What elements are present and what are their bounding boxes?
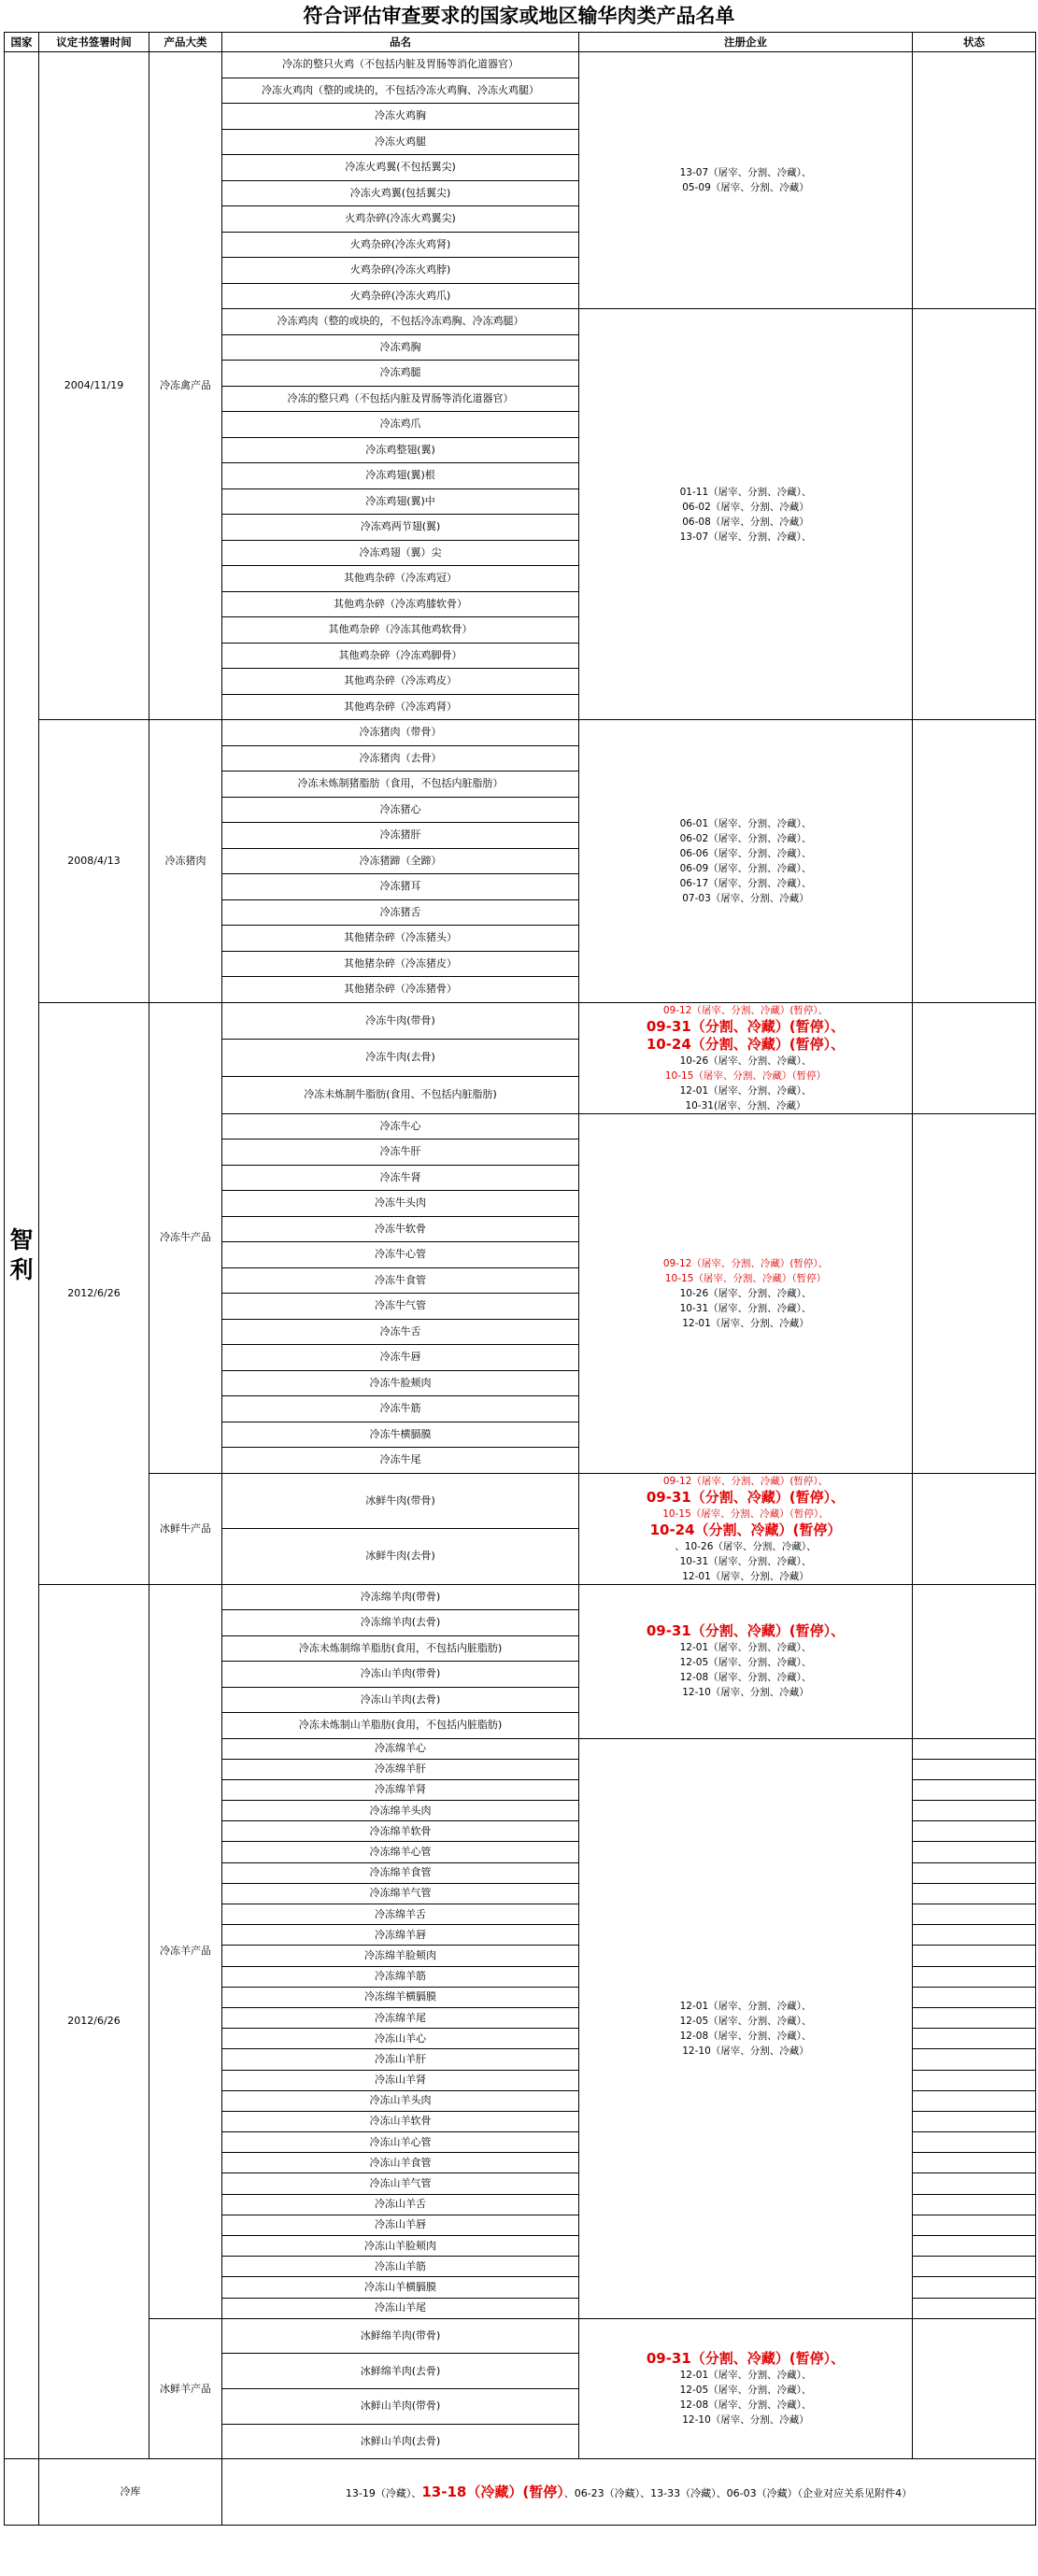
- enterprise-entry: 12-01（屠宰、分割、冷藏）、: [679, 2370, 812, 2382]
- header-status: 状态: [913, 33, 1036, 52]
- status-cell: [913, 1113, 1036, 1473]
- status-cell: [913, 2153, 1036, 2173]
- product-name-cell: 其他猪杂碎（冷冻猪皮）: [222, 951, 579, 977]
- status-cell: [913, 1801, 1036, 1821]
- status-cell: [913, 2007, 1036, 2028]
- product-name-cell: 冷冻猪肝: [222, 823, 579, 849]
- product-name-cell: 冷冻牛头肉: [222, 1191, 579, 1217]
- enterprise-cell-beef_meat: [579, 1002, 913, 1113]
- status-cell: [913, 720, 1036, 1003]
- product-name-cell: 冷冻猪蹄（全蹄）: [222, 848, 579, 874]
- enterprise-entry: 06-02（屠宰、分割、冷藏）: [682, 501, 809, 513]
- product-name-cell: 冷冻猪肉（带骨）: [222, 720, 579, 746]
- enterprise-cell-pork: [579, 720, 913, 1003]
- enterprise-entry: 、10-26（屠宰、分割、冷藏）、: [675, 1540, 817, 1552]
- enterprise-entry: 09-12（屠宰、分割、冷藏）(暂停）、: [662, 1004, 829, 1016]
- product-name-cell: 冷冻绵羊尾: [222, 2007, 579, 2028]
- product-name-cell: 冷冻的整只鸡（不包括内脏及胃肠等消化道器官）: [222, 386, 579, 412]
- enterprise-entry: 12-10（屠宰、分割、冷藏）: [682, 2045, 809, 2057]
- product-name-cell: 其他猪杂碎（冷冻猪头）: [222, 926, 579, 952]
- enterprise-entry: 09-12（屠宰、分割、冷藏）(暂停）、: [662, 1257, 829, 1269]
- enterprise-entry: 12-01（屠宰、分割、冷藏）、: [679, 2000, 812, 2012]
- product-name-cell: 冷冻牛肾: [222, 1165, 579, 1191]
- status-cell: [913, 1759, 1036, 1779]
- enterprise-entry: 10-31（屠宰、分割、冷藏）、: [679, 1302, 812, 1314]
- product-name-cell: 冷冻山羊肉(带骨): [222, 1662, 579, 1688]
- product-name-cell: 火鸡杂碎(冷冻火鸡脖): [222, 258, 579, 284]
- status-cell: [913, 2049, 1036, 2070]
- enterprise-entry: 12-01（屠宰、分割、冷藏）: [682, 1317, 809, 1329]
- enterprise-entry: 09-31（分割、冷藏）(暂停）、: [646, 1488, 846, 1506]
- product-name-cell: 冷冻鸡肉（整的或块的，不包括冷冻鸡胸、冷冻鸡腿）: [222, 309, 579, 335]
- product-name-cell: 冷冻绵羊肾: [222, 1779, 579, 1800]
- product-name-cell: 其他鸡杂碎（冷冻鸡皮）: [222, 669, 579, 695]
- enterprise-entry: 06-08（屠宰、分割、冷藏）: [682, 516, 809, 528]
- product-name-cell: 冷冻牛食管: [222, 1267, 579, 1294]
- product-name-cell: 冷冻绵羊筋: [222, 1966, 579, 1987]
- enterprise-entry: 10-15（屠宰、分割、冷藏）（暂停）、: [662, 1507, 829, 1520]
- status-cell: [913, 309, 1036, 720]
- product-name-cell: 冷冻山羊肝: [222, 2049, 579, 2070]
- product-name-cell: 冷冻牛脸颊肉: [222, 1370, 579, 1396]
- product-name-cell: 冷冻绵羊软骨: [222, 1821, 579, 1842]
- enterprise-entry: 05-09（屠宰、分割、冷藏）: [682, 182, 809, 193]
- enterprise-entry: 12-01（屠宰、分割、冷藏）: [682, 1570, 809, 1582]
- status-cell: [913, 2215, 1036, 2235]
- product-name-cell: 冷冻山羊气管: [222, 2173, 579, 2194]
- product-name-cell: 其他鸡杂碎（冷冻其他鸡软骨）: [222, 617, 579, 644]
- product-name-cell: 冷冻山羊头肉: [222, 2090, 579, 2111]
- product-name-cell: 冰鲜绵羊肉(带骨): [222, 2318, 579, 2354]
- enterprise-entry: 09-12（屠宰、分割、冷藏）(暂停）、: [662, 1475, 829, 1487]
- status-cell: [913, 1966, 1036, 1987]
- enterprise-entry: 09-31（分割、冷藏）(暂停）、: [646, 1622, 846, 1639]
- product-name-cell: 冷冻牛肉(带骨): [222, 1002, 579, 1040]
- country-cell-empty: [5, 2459, 39, 2526]
- product-name-cell: 冷冻的整只火鸡（不包括内脏及胃肠等消化道器官）: [222, 52, 579, 78]
- enterprise-entry: 06-09（屠宰、分割、冷藏）、: [679, 862, 812, 874]
- enterprise-entry: 10-15（屠宰、分割、冷藏）（暂停）: [664, 1069, 827, 1082]
- header-row: [5, 33, 1036, 52]
- enterprise-entry: 12-08（屠宰、分割、冷藏）、: [679, 1672, 812, 1683]
- enterprise-entry: 10-24（分割、冷藏）(暂停）、: [646, 1035, 846, 1053]
- enterprise-entry: 07-03（屠宰、分割、冷藏）: [682, 892, 809, 904]
- product-name-cell: 冷冻鸡整翅(翼): [222, 437, 579, 463]
- product-name-cell: 其他鸡杂碎（冷冻鸡冠）: [222, 566, 579, 592]
- enterprise-entry: 10-24（分割、冷藏）(暂停）: [649, 1521, 842, 1538]
- product-name-cell: 冷冻鸡两节翅(翼): [222, 515, 579, 541]
- enterprise-entry: 10-31（屠宰、分割、冷藏）、: [679, 1555, 812, 1567]
- product-name-cell: 冷冻未炼制山羊脂肪(食用，不包括内脏脂肪): [222, 1713, 579, 1739]
- status-cell: [913, 2132, 1036, 2153]
- table-row: [5, 52, 1036, 78]
- product-name-cell: 冷冻绵羊横膈膜: [222, 1987, 579, 2007]
- enterprise-entry: 09-31（分割、冷藏）(暂停）、: [646, 1017, 846, 1035]
- product-name-cell: 冷冻绵羊脸颊肉: [222, 1946, 579, 1966]
- product-name-cell: 冷冻山羊肾: [222, 2070, 579, 2090]
- product-name-cell: 冰鲜牛肉(带骨): [222, 1473, 579, 1529]
- cold-storage-row: [5, 2459, 1036, 2526]
- product-name-cell: 冷冻绵羊肉(带骨): [222, 1584, 579, 1610]
- enterprise-cell-mutton_offal: [579, 1738, 913, 2318]
- status-cell: [913, 1904, 1036, 1925]
- enterprise-cell-chilled_beef: [579, 1473, 913, 1584]
- category-cell: 冰鲜羊产品: [149, 2318, 222, 2459]
- enterprise-entry: 06-17（屠宰、分割、冷藏）、: [679, 877, 812, 889]
- enterprise-entry: 01-11（屠宰、分割、冷藏）、: [679, 486, 812, 498]
- status-cell: [913, 1946, 1036, 1966]
- enterprise-cell-mutton_meat: [579, 1584, 913, 1738]
- product-name-cell: 冰鲜牛肉(去骨): [222, 1529, 579, 1585]
- product-name-cell: 冷冻绵羊舌: [222, 1904, 579, 1925]
- product-name-cell: 冷冻山羊肉(去骨): [222, 1687, 579, 1713]
- product-name-cell: 冷冻鸡翅（翼）尖: [222, 540, 579, 566]
- status-cell: [913, 2236, 1036, 2257]
- product-name-cell: 冷冻山羊横膈膜: [222, 2277, 579, 2298]
- status-cell: [913, 2029, 1036, 2049]
- enterprise-entry: 10-26（屠宰、分割、冷藏）、: [679, 1054, 812, 1067]
- product-name-cell: 冷冻牛肉(去骨): [222, 1040, 579, 1077]
- enterprise-entry: 12-05（屠宰、分割、冷藏）、: [679, 2385, 812, 2397]
- product-name-cell: 冷冻牛气管: [222, 1294, 579, 1320]
- product-name-cell: 冷冻牛舌: [222, 1319, 579, 1345]
- product-name-cell: 冰鲜山羊肉(带骨): [222, 2389, 579, 2425]
- product-name-cell: 冷冻牛肝: [222, 1139, 579, 1166]
- product-name-cell: 冷冻未炼制猪脂肪（食用，不包括内脏脂肪）: [222, 771, 579, 798]
- table-row: [5, 1002, 1036, 1040]
- table-row: [5, 1584, 1036, 1610]
- product-name-cell: 冷冻火鸡腿: [222, 129, 579, 155]
- enterprise-entry: 13-07（屠宰、分割、冷藏）、: [679, 531, 812, 543]
- product-name-cell: 火鸡杂碎(冷冻火鸡翼尖): [222, 206, 579, 233]
- product-name-cell: 冷冻火鸡肉（整的或块的，不包括冷冻火鸡胸、冷冻火鸡腿）: [222, 78, 579, 104]
- enterprise-entry: 13-07（屠宰、分割、冷藏）、: [679, 167, 812, 178]
- product-name-cell: 冷冻牛唇: [222, 1345, 579, 1371]
- header-product: 品名: [222, 33, 579, 52]
- category-cell: 冷冻禽产品: [149, 52, 222, 720]
- status-cell: [913, 2173, 1036, 2194]
- header-country: 国家: [5, 33, 39, 52]
- enterprise-entry: 06-02（屠宰、分割、冷藏）、: [679, 832, 812, 844]
- product-name-cell: 冷冻鸡翅(翼)中: [222, 488, 579, 515]
- product-name-cell: 冷冻鸡爪: [222, 412, 579, 438]
- product-name-cell: 冷冻绵羊心: [222, 1738, 579, 1759]
- enterprise-cell-beef_offal: [579, 1113, 913, 1473]
- status-cell: [913, 2257, 1036, 2277]
- product-name-cell: 冷冻山羊尾: [222, 2298, 579, 2318]
- status-cell: [913, 1842, 1036, 1862]
- product-name-cell: 冷冻山羊食管: [222, 2153, 579, 2173]
- product-name-cell: 冷冻猪耳: [222, 874, 579, 900]
- enterprise-entry: 10-26（屠宰、分割、冷藏）、: [679, 1287, 812, 1299]
- enterprise-entry: 06-01（屠宰、分割、冷藏）、: [679, 817, 812, 829]
- cold-storage-entry: 、06-23（冷藏）、13-33（冷藏）、06-03（冷藏）（企业对应关系见附件4）: [563, 2486, 913, 2499]
- category-cell: 冷冻羊产品: [149, 1584, 222, 2318]
- status-cell: [913, 1473, 1036, 1584]
- product-name-cell: 冷冻绵羊肝: [222, 1759, 579, 1779]
- product-name-cell: 冷冻牛横膈膜: [222, 1422, 579, 1448]
- product-name-cell: 冷冻猪舌: [222, 899, 579, 926]
- product-name-cell: 冷冻未炼制绵羊脂肪(食用，不包括内脏脂肪): [222, 1635, 579, 1662]
- category-cell: 冷冻猪肉: [149, 720, 222, 1003]
- header-category: 产品大类: [149, 33, 222, 52]
- cold-storage-entry: 13-18（冷藏）(暂停）: [421, 2483, 564, 2500]
- product-name-cell: 火鸡杂碎(冷冻火鸡爪): [222, 283, 579, 309]
- product-name-cell: 其他猪杂碎（冷冻猪骨）: [222, 977, 579, 1003]
- status-cell: [913, 1002, 1036, 1113]
- product-name-cell: 冷冻绵羊心管: [222, 1842, 579, 1862]
- enterprise-entry: 12-08（屠宰、分割、冷藏）、: [679, 2399, 812, 2412]
- status-cell: [913, 2298, 1036, 2318]
- product-name-cell: 冷冻山羊脸颊肉: [222, 2236, 579, 2257]
- table-body: [5, 33, 1036, 2526]
- status-cell: [913, 52, 1036, 309]
- product-name-cell: 冷冻绵羊唇: [222, 1925, 579, 1946]
- product-name-cell: 冷冻火鸡翼(包括翼尖): [222, 180, 579, 206]
- product-name-cell: 冰鲜山羊肉(去骨): [222, 2424, 579, 2459]
- enterprise-entry: 12-01（屠宰、分割、冷藏）、: [679, 1084, 812, 1097]
- product-name-cell: 其他鸡杂碎（冷冻鸡脚骨）: [222, 643, 579, 669]
- enterprise-entry: 12-05（屠宰、分割、冷藏）、: [679, 1657, 812, 1668]
- status-cell: [913, 2318, 1036, 2459]
- product-name-cell: 冷冻绵羊气管: [222, 1883, 579, 1904]
- product-name-cell: 火鸡杂碎(冷冻火鸡肾): [222, 232, 579, 258]
- product-name-cell: 冷冻牛筋: [222, 1396, 579, 1422]
- header-enterprise: 注册企业: [579, 33, 913, 52]
- product-name-cell: 冷冻牛软骨: [222, 1216, 579, 1242]
- status-cell: [913, 1738, 1036, 1759]
- enterprise-entry: 12-10（屠宰、分割、冷藏）: [682, 2414, 809, 2427]
- enterprise-cell-turkey: [579, 52, 913, 309]
- status-cell: [913, 1987, 1036, 2007]
- cold-storage-entry: 13-19（冷藏）、: [345, 2486, 422, 2499]
- enterprise-entry: 06-06（屠宰、分割、冷藏）、: [679, 847, 812, 859]
- product-name-cell: 冷冻牛心: [222, 1113, 579, 1139]
- product-name-cell: 冷冻山羊筋: [222, 2257, 579, 2277]
- cold-storage-enterprises: [222, 2459, 1036, 2526]
- enterprise-cell-chicken: [579, 309, 913, 720]
- product-name-cell: 冷冻牛尾: [222, 1448, 579, 1474]
- status-cell: [913, 2194, 1036, 2215]
- product-name-cell: 冷冻火鸡胸: [222, 104, 579, 130]
- date-cell: 2008/4/13: [39, 720, 149, 1003]
- date-cell: 2012/6/26: [39, 1002, 149, 1584]
- category-cell: 冷冻牛产品: [149, 1002, 222, 1473]
- status-cell: [913, 2111, 1036, 2131]
- status-cell: [913, 1584, 1036, 1738]
- table-row: [5, 2318, 1036, 2354]
- product-name-cell: 其他鸡杂碎（冷冻鸡肾）: [222, 694, 579, 720]
- product-name-cell: 其他鸡杂碎（冷冻鸡膝软骨）: [222, 591, 579, 617]
- enterprise-entry: 12-10（屠宰、分割、冷藏）: [682, 1687, 809, 1698]
- table-row: [5, 720, 1036, 746]
- product-name-cell: 冷冻鸡翅(翼)根: [222, 463, 579, 489]
- product-name-cell: 冷冻火鸡翼(不包括翼尖): [222, 155, 579, 181]
- category-cell: 冰鲜牛产品: [149, 1473, 222, 1584]
- product-name-cell: 冷冻绵羊头肉: [222, 1801, 579, 1821]
- date-cell: 2012/6/26: [39, 1584, 149, 2459]
- status-cell: [913, 2070, 1036, 2090]
- product-name-cell: 冷冻绵羊肉(去骨): [222, 1610, 579, 1636]
- enterprise-cell-chilled_mutton: [579, 2318, 913, 2459]
- enterprise-entry: 10-15（屠宰、分割、冷藏）（暂停）: [664, 1272, 827, 1284]
- date-cell: 2004/11/19: [39, 52, 149, 720]
- page-title: 符合评估审查要求的国家或地区输华肉类产品名单: [303, 4, 735, 27]
- header-date: 议定书签署时间: [39, 33, 149, 52]
- cold-storage-label: 冷库: [39, 2459, 222, 2526]
- product-name-cell: 冷冻未炼制牛脂肪(食用、不包括内脏脂肪): [222, 1076, 579, 1113]
- enterprise-entry: 10-31(屠宰、分割、冷藏）: [685, 1099, 806, 1111]
- status-cell: [913, 1821, 1036, 1842]
- status-cell: [913, 2277, 1036, 2298]
- product-list-table: [4, 32, 1036, 2526]
- status-cell: [913, 2090, 1036, 2111]
- status-cell: [913, 1883, 1036, 1904]
- status-cell: [913, 1925, 1036, 1946]
- product-name-cell: 冷冻绵羊食管: [222, 1862, 579, 1883]
- enterprise-entry: 12-08（屠宰、分割、冷藏）、: [679, 2030, 812, 2042]
- product-name-cell: 冷冻山羊心: [222, 2029, 579, 2049]
- product-name-cell: 冷冻山羊软骨: [222, 2111, 579, 2131]
- product-name-cell: 冷冻鸡胸: [222, 334, 579, 361]
- enterprise-entry: 12-05（屠宰、分割、冷藏）、: [679, 2015, 812, 2027]
- status-cell: [913, 1779, 1036, 1800]
- product-name-cell: 冷冻猪心: [222, 797, 579, 823]
- country-cell: 智利: [5, 52, 39, 2459]
- table-row: [5, 1473, 1036, 1529]
- enterprise-entry: 09-31（分割、冷藏）(暂停）、: [646, 2350, 846, 2368]
- product-name-cell: 冷冻猪肉（去骨）: [222, 745, 579, 771]
- product-name-cell: 冰鲜绵羊肉(去骨): [222, 2354, 579, 2389]
- product-name-cell: 冷冻山羊心管: [222, 2132, 579, 2153]
- product-name-cell: 冷冻鸡腿: [222, 361, 579, 387]
- product-name-cell: 冷冻牛心管: [222, 1242, 579, 1268]
- status-cell: [913, 1862, 1036, 1883]
- enterprise-entry: 12-01（屠宰、分割、冷藏）、: [679, 1642, 812, 1653]
- product-name-cell: 冷冻山羊舌: [222, 2194, 579, 2215]
- product-name-cell: 冷冻山羊唇: [222, 2215, 579, 2235]
